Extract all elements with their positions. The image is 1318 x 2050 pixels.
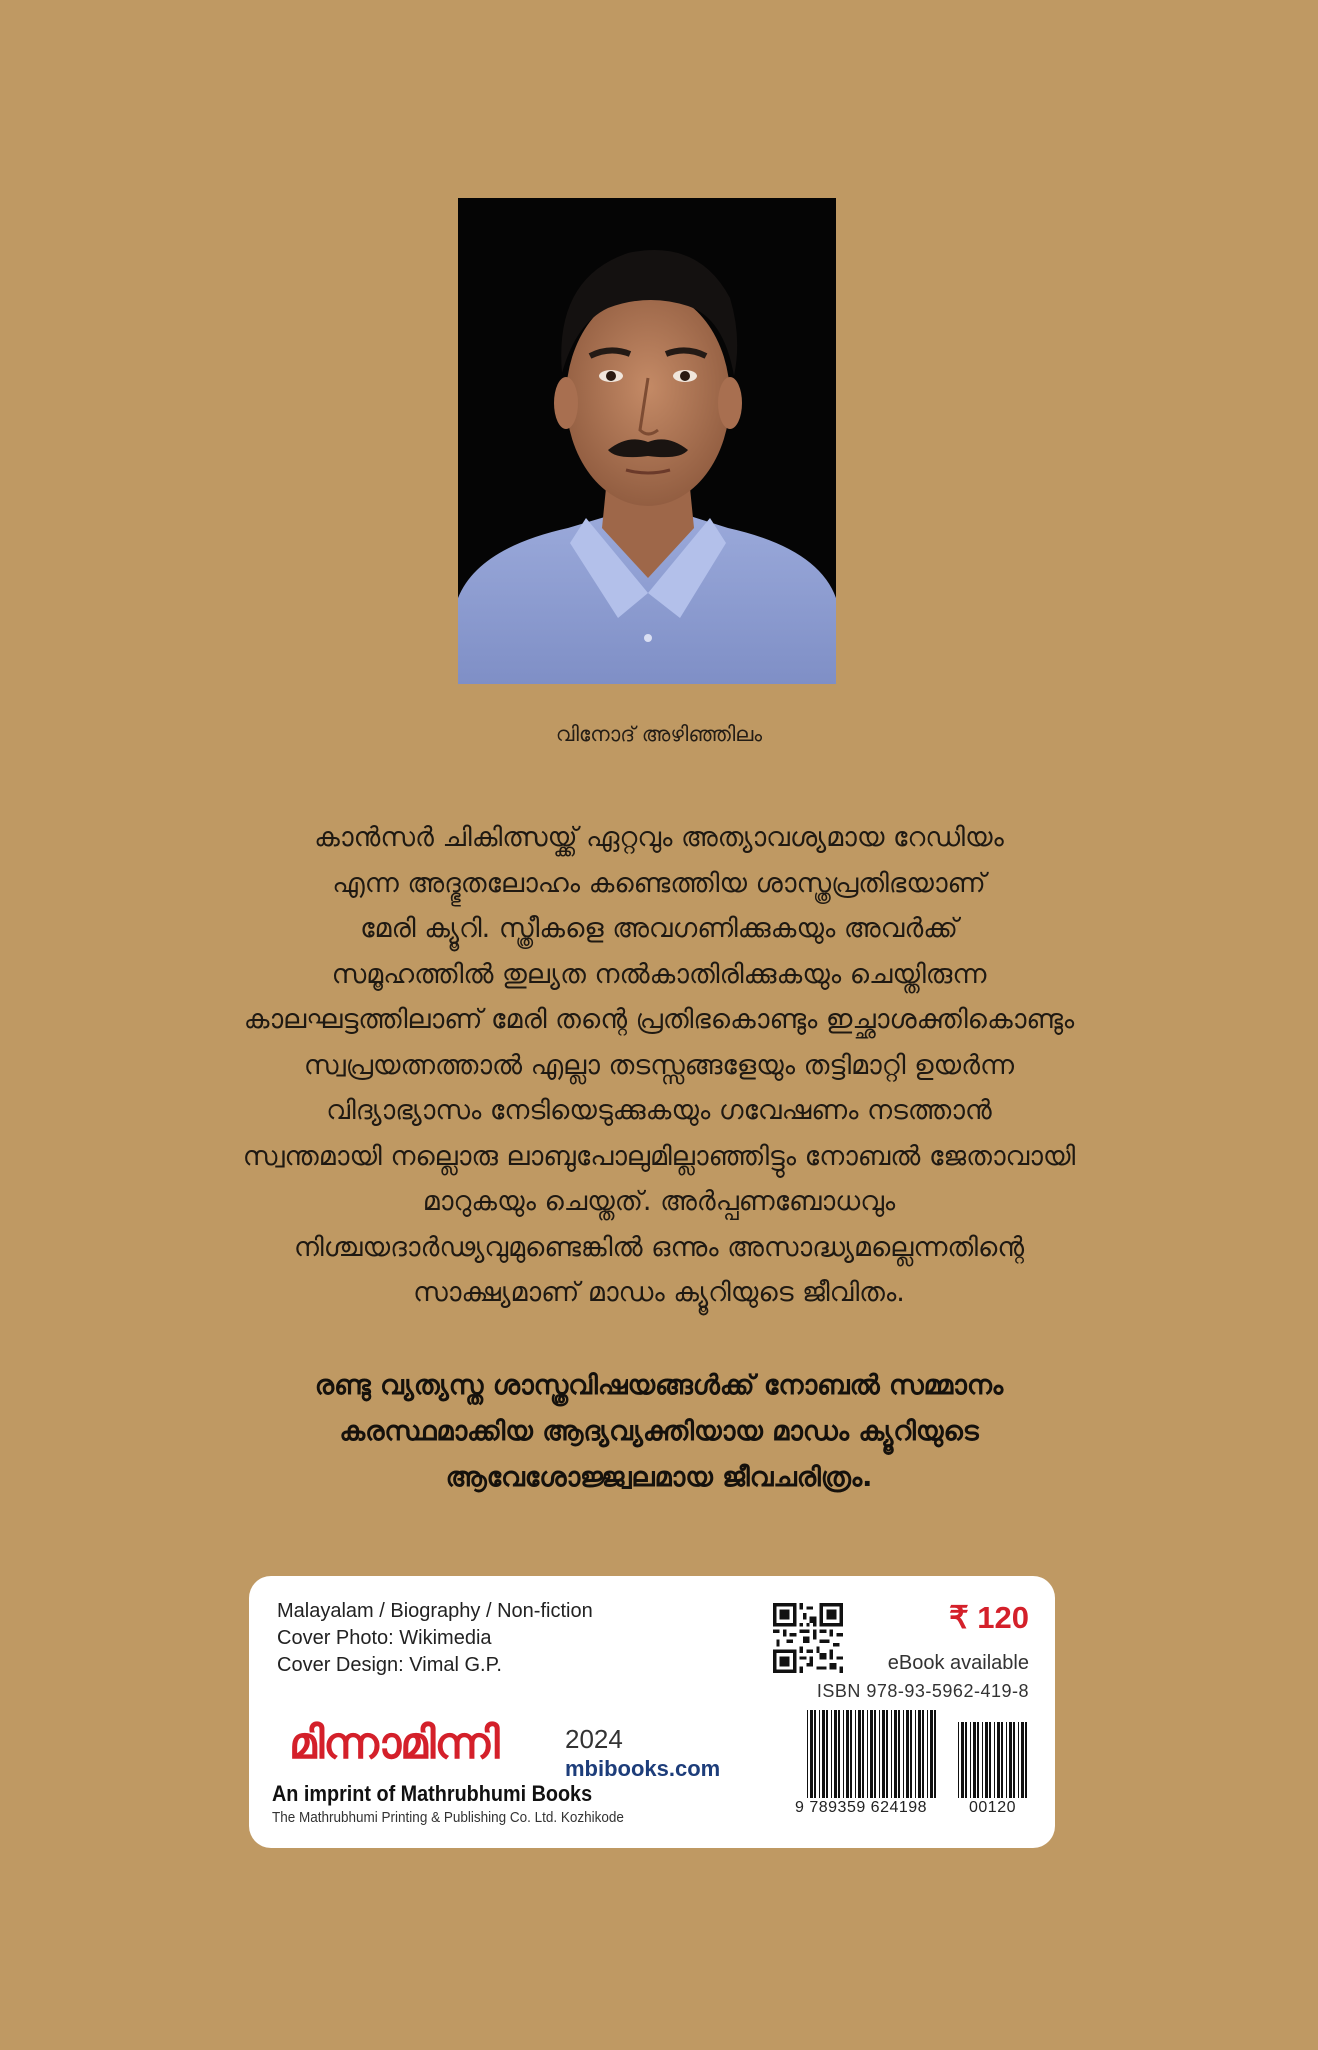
barcode-bar: [997, 1722, 1000, 1798]
blurb-line: സ്വപ്രയത്നത്താൽ എല്ലാ തടസ്സങ്ങളേയും തട്ടിമാറ്റി ഉയർന്ന: [303, 1049, 1015, 1081]
minnaminni-logo: മിന്നാമിന്നി: [289, 1718, 499, 1769]
barcode-bar: [850, 1710, 852, 1798]
blurb-line: എന്ന അദ്ഭുതലോഹം കണ്ടെത്തിയ ശാസ്ത്രപ്രതിഭയാണ്: [332, 867, 986, 899]
barcode-bar: [819, 1710, 820, 1798]
barcode-bar: [1001, 1722, 1003, 1798]
barcode-bar: [961, 1722, 964, 1798]
price-label: ₹ 120: [948, 1600, 1029, 1635]
barcode-bar: [838, 1710, 840, 1798]
barcode-bar: [855, 1710, 856, 1798]
blurb-line: മാറുകയും ചെയ്തത്. അർപ്പണബോധവും: [422, 1186, 896, 1217]
tagline-line: രണ്ടു വ്യത്യസ്ത ശാസ്ത്രവിഷയങ്ങൾക്ക് നോബൽ സമ്മാനം: [314, 1370, 1004, 1401]
barcode-bar: [867, 1710, 868, 1798]
barcode-bar: [834, 1710, 837, 1798]
barcode-bar: [843, 1710, 844, 1798]
barcode-bar: [970, 1722, 971, 1798]
barcode-bar: [882, 1710, 885, 1798]
cover-photo-credit: Cover Photo: Wikimedia: [277, 1627, 492, 1649]
isbn-text: ISBN 978-93-5962-419-8: [816, 1681, 1029, 1701]
barcode-number: 9 789359 624198: [795, 1799, 928, 1816]
barcode-bar: [898, 1710, 900, 1798]
price-addon-barcode: [958, 1722, 1028, 1798]
blurb-line: സ്വന്തമായി നല്ലൊരു ലാബുപോലുമില്ലാഞ്ഞിട്ടും നോബൽ ജേതാവായി: [242, 1140, 1076, 1172]
blurb-line: വിദ്യാഭ്യാസം നേടിയെടുക്കുകയും ഗവേഷണം നടത്താൻ: [326, 1095, 992, 1126]
barcode-bar: [879, 1710, 880, 1798]
book-blurb: [130, 815, 1188, 1316]
blurb-line: മേരി ക്യൂറി. സ്ത്രീകളെ അവഗണിക്കുകയും അവർക്ക്: [360, 913, 958, 944]
barcode-bar: [891, 1710, 892, 1798]
barcode-bar: [918, 1710, 921, 1798]
publication-year: 2024: [565, 1724, 623, 1754]
barcode-bar: [874, 1710, 876, 1798]
blurb-line: സാക്ഷ്യമാണ് മാഡം ക്യൂറിയുടെ ജീവിതം.: [413, 1277, 905, 1308]
barcode-bar: [915, 1710, 916, 1798]
barcode-bar: [994, 1722, 995, 1798]
barcode-bar: [930, 1710, 933, 1798]
barcode-bar: [826, 1710, 828, 1798]
publisher-line: The Mathrubhumi Printing & Publishing Co. Ltd. Kozhikode: [272, 1809, 624, 1826]
isbn-barcode: [807, 1710, 939, 1798]
barcode-bar: [810, 1710, 813, 1798]
blurb-line: കാലഘട്ടത്തിലാണ് മേരി തന്റെ പ്രതിഭകൊണ്ടും ഇച്ഛാശക്തികൊണ്ടും: [243, 1004, 1075, 1035]
barcode-bar: [1006, 1722, 1007, 1798]
imprint-line: An imprint of Mathrubhumi Books: [272, 1781, 593, 1806]
barcode-bar: [903, 1710, 904, 1798]
barcode-bar: [1021, 1722, 1024, 1798]
blurb-line: സമൂഹത്തിൽ തുല്യത നൽകാതിരിക്കുകയും ചെയ്തിരുന്ന: [331, 958, 987, 990]
publisher-website[interactable]: mbibooks.com: [565, 1756, 721, 1781]
book-meta: [277, 1598, 593, 1679]
barcode-bar: [846, 1710, 849, 1798]
book-tagline: [130, 1363, 1188, 1501]
barcode-bar: [870, 1710, 873, 1798]
barcode-bar: [1013, 1722, 1015, 1798]
blurb-line: കാൻസർ ചികിത്സയ്ക്ക് ഏറ്റവും അത്യാവശ്യമായ റേഡിയം: [314, 822, 1004, 853]
category-text: Malayalam / Biography / Non-fiction: [277, 1600, 593, 1622]
barcode-bar: [922, 1710, 924, 1798]
barcode-bar: [862, 1710, 864, 1798]
barcode-bar: [858, 1710, 861, 1798]
qr-code-icon: [773, 1603, 843, 1673]
barcode-bar: [958, 1722, 959, 1798]
barcode-bar: [906, 1710, 909, 1798]
cover-design-credit: Cover Design: Vimal G.P.: [277, 1654, 502, 1676]
publisher-info-card: [249, 1576, 1055, 1848]
tagline-line: ആവേശോജ്ജ്വലമായ ജീവചരിത്രം.: [445, 1462, 873, 1493]
barcode-bar: [985, 1722, 988, 1798]
barcode-bar: [1009, 1722, 1012, 1798]
barcode-bar: [965, 1722, 967, 1798]
barcode-bar: [886, 1710, 888, 1798]
barcode-bar: [989, 1722, 991, 1798]
barcode-bar: [831, 1710, 832, 1798]
barcode-bar: [1018, 1722, 1019, 1798]
blurb-line: നിശ്ചയദാർഢ്യവുമുണ്ടെങ്കിൽ ഒന്നും അസാദ്ധ്യമല്ലെന്നതിന്റെ: [293, 1231, 1025, 1263]
barcode-bar: [814, 1710, 816, 1798]
tagline-line: കരസ്ഥമാക്കിയ ആദ്യവ്യക്തിയായ മാഡം ക്യൂറിയുടെ: [339, 1416, 979, 1447]
barcode-bar: [927, 1710, 928, 1798]
addon-number: 00120: [969, 1799, 1016, 1816]
barcode-bar: [934, 1710, 936, 1798]
barcode-bar: [982, 1722, 983, 1798]
barcode-bar: [1025, 1722, 1027, 1798]
author-photo: [458, 198, 836, 684]
barcode-bar: [973, 1722, 976, 1798]
barcode-bar: [807, 1710, 808, 1798]
ebook-availability: eBook available: [887, 1652, 1029, 1674]
barcode-bar: [822, 1710, 825, 1798]
barcode-bar: [894, 1710, 897, 1798]
barcode-bar: [977, 1722, 979, 1798]
barcode-bar: [910, 1710, 912, 1798]
author-name: വിനോദ് അഴിഞ്ഞിലം: [555, 722, 763, 746]
